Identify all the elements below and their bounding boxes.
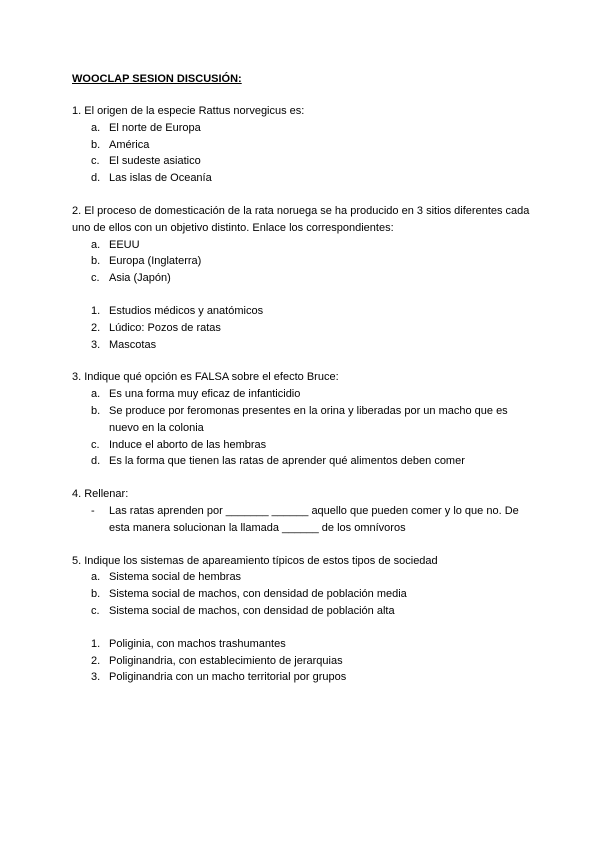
question-2 xyxy=(72,203,532,353)
option-item xyxy=(72,569,532,586)
option-text: América xyxy=(109,138,150,151)
option-text: Mascotas xyxy=(109,338,157,351)
option-text: Poliginandria, con establecimiento de jerarquias xyxy=(109,654,343,667)
option-item xyxy=(72,137,532,154)
option-text: Induce el aborto de las hembras xyxy=(109,438,267,451)
option-marker: 2. xyxy=(91,654,101,667)
question-3 xyxy=(72,369,532,470)
option-marker: c. xyxy=(91,438,100,451)
options-list xyxy=(72,120,532,187)
question-1 xyxy=(72,103,532,187)
option-marker: b. xyxy=(91,588,101,601)
match-option-item xyxy=(72,337,532,354)
match-options-list xyxy=(72,303,532,353)
option-text: Asia (Japón) xyxy=(109,272,171,285)
option-text: El sudeste asiatico xyxy=(109,155,201,168)
match-option-item xyxy=(72,653,532,670)
option-text: EEUU xyxy=(109,238,140,251)
option-item xyxy=(72,170,532,187)
option-marker: a. xyxy=(91,121,101,134)
option-text: El norte de Europa xyxy=(109,121,201,134)
options-list xyxy=(72,386,532,470)
option-item xyxy=(72,603,532,620)
option-item xyxy=(72,403,532,437)
option-item xyxy=(72,253,532,270)
question-text: 1. El origen de la especie Rattus norvegicus es: xyxy=(72,105,305,117)
option-marker: b. xyxy=(91,255,101,268)
option-text: Sistema social de machos, con densidad de población media xyxy=(109,588,407,601)
option-marker: 1. xyxy=(91,304,101,317)
option-item xyxy=(72,453,532,470)
option-text: Europa (Inglaterra) xyxy=(109,255,202,268)
option-text: Es una forma muy eficaz de infanticidio xyxy=(109,388,301,401)
question-4 xyxy=(72,486,532,536)
option-text: Sistema social de hembras xyxy=(109,571,242,584)
option-marker: a. xyxy=(91,571,101,584)
option-marker: 1. xyxy=(91,637,101,650)
option-marker: d. xyxy=(91,172,101,185)
option-marker: b. xyxy=(91,138,101,151)
match-options-list xyxy=(72,636,532,686)
match-option-item xyxy=(72,669,532,686)
question-5 xyxy=(72,553,532,687)
option-item xyxy=(72,237,532,254)
option-item xyxy=(72,437,532,454)
option-text: Se produce por feromonas presentes en la orina y liberadas por un macho que es nuevo en la colonia xyxy=(109,404,508,434)
match-option-item xyxy=(72,636,532,653)
option-item xyxy=(72,586,532,603)
option-text: Estudios médicos y anatómicos xyxy=(109,304,264,317)
fill-in-item xyxy=(72,503,532,537)
option-text: Sistema social de machos, con densidad de población alta xyxy=(109,604,395,617)
question-text: 5. Indique los sistemas de apareamiento típicos de estos tipos de sociedad xyxy=(72,554,438,567)
options-list xyxy=(72,503,532,537)
fill-in-text: Las ratas aprenden por _______ ______ aquello que pueden comer y lo que no. De esta manera solucionan la llamada ______ de los omnívoros xyxy=(109,504,519,534)
document-title: WOOCLAP SESION DISCUSIÓN: xyxy=(72,73,242,85)
match-option-item xyxy=(72,320,532,337)
match-option-item xyxy=(72,303,532,320)
option-text: Lúdico: Pozos de ratas xyxy=(109,321,221,334)
option-marker: a. xyxy=(91,238,101,251)
option-marker: 3. xyxy=(91,338,101,351)
option-marker: b. xyxy=(91,404,101,417)
option-text: Poliginandria con un macho territorial por grupos xyxy=(109,671,347,684)
option-marker: a. xyxy=(91,388,101,401)
option-item xyxy=(72,120,532,137)
option-text: Las islas de Oceanía xyxy=(109,172,212,185)
option-item xyxy=(72,386,532,403)
options-list xyxy=(72,569,532,619)
option-marker: c. xyxy=(91,604,100,617)
option-marker: 2. xyxy=(91,321,101,334)
option-marker: c. xyxy=(91,272,100,285)
option-item xyxy=(72,153,532,170)
question-text: 4. Rellenar: xyxy=(72,488,129,501)
question-text: 2. El proceso de domesticación de la rata noruega se ha producido en 3 sitios diferentes cada uno de ellos con un objetivo distinto. Enlace los correspondientes: xyxy=(72,204,530,234)
option-marker: 3. xyxy=(91,671,101,684)
options-list xyxy=(72,237,532,287)
question-text: 3. Indique qué opción es FALSA sobre el efecto Bruce: xyxy=(72,371,339,384)
option-text: Es la forma que tienen las ratas de aprender qué alimentos deben comer xyxy=(109,455,465,468)
questions-list xyxy=(72,103,532,702)
bullet-marker: - xyxy=(91,504,95,517)
option-text: Poliginia, con machos trashumantes xyxy=(109,637,286,650)
option-item xyxy=(72,270,532,287)
option-marker: d. xyxy=(91,455,101,468)
option-marker: c. xyxy=(91,155,100,168)
